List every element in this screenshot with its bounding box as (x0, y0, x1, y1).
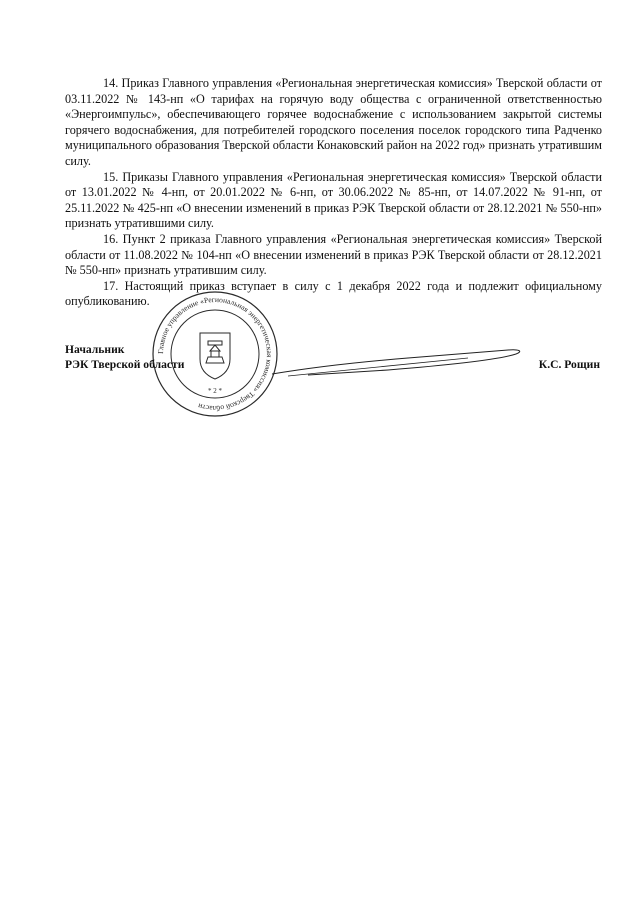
position-title: Начальник (65, 343, 125, 356)
paragraph-17: 17. Настоящий приказ вступает в силу с 1 декабря 2022 года и подлежит официальному опубликованию. (65, 278, 602, 309)
seal-ring-text: Главное управление «Региональная энергетическая комиссия» Тверской области (155, 294, 275, 414)
signatory-position (65, 342, 184, 373)
position-organization: РЭК Тверской области (65, 358, 185, 372)
paragraph-16: 16. Пункт 2 приказа Главного управления «Региональная энергетическая комиссия» Тверской области от 11.08.2022 № 104-нп «О внесении изменений в приказ РЭК Тверской области от 28.12.2021 № 550-нп» признать утратившим силу. (65, 231, 602, 278)
signatory-name: К.С. Рощин (538, 358, 600, 371)
seal-bottom-text: * 2 * (208, 387, 222, 395)
paragraph-14: 14. Приказ Главного управления «Региональная энергетическая комиссия» Тверской области от 03.11.2022 № 143-нп «О тарифах на горячую воду общества с ограниченной ответственностью «Энергоимпульс», обеспечивающего горячее водоснабжение с использованием закрытой системы горячего водоснабжения, для потребителей городского поселения поселок городского типа Радченко муниципального образования Тверской области Конаковский район на 2022 год» признать утратившим силу. (65, 76, 602, 168)
paragraph-15: 15. Приказы Главного управления «Региональная энергетическая комиссия» Тверской области от 13.01.2022 № 4-нп, от 20.01.2022 № 6-нп, от 30.06.2022 № 85-нп, от 14.07.2022 № 91-нп, от 25.11.2022 № 425-нп «О внесении изменений в приказ РЭК Тверской области от 28.12.2021 № 550-нп» признать утратившими силу. (65, 169, 602, 231)
handwritten-signature (268, 344, 528, 388)
coat-of-arms-icon (200, 333, 230, 379)
order-body (65, 76, 602, 310)
